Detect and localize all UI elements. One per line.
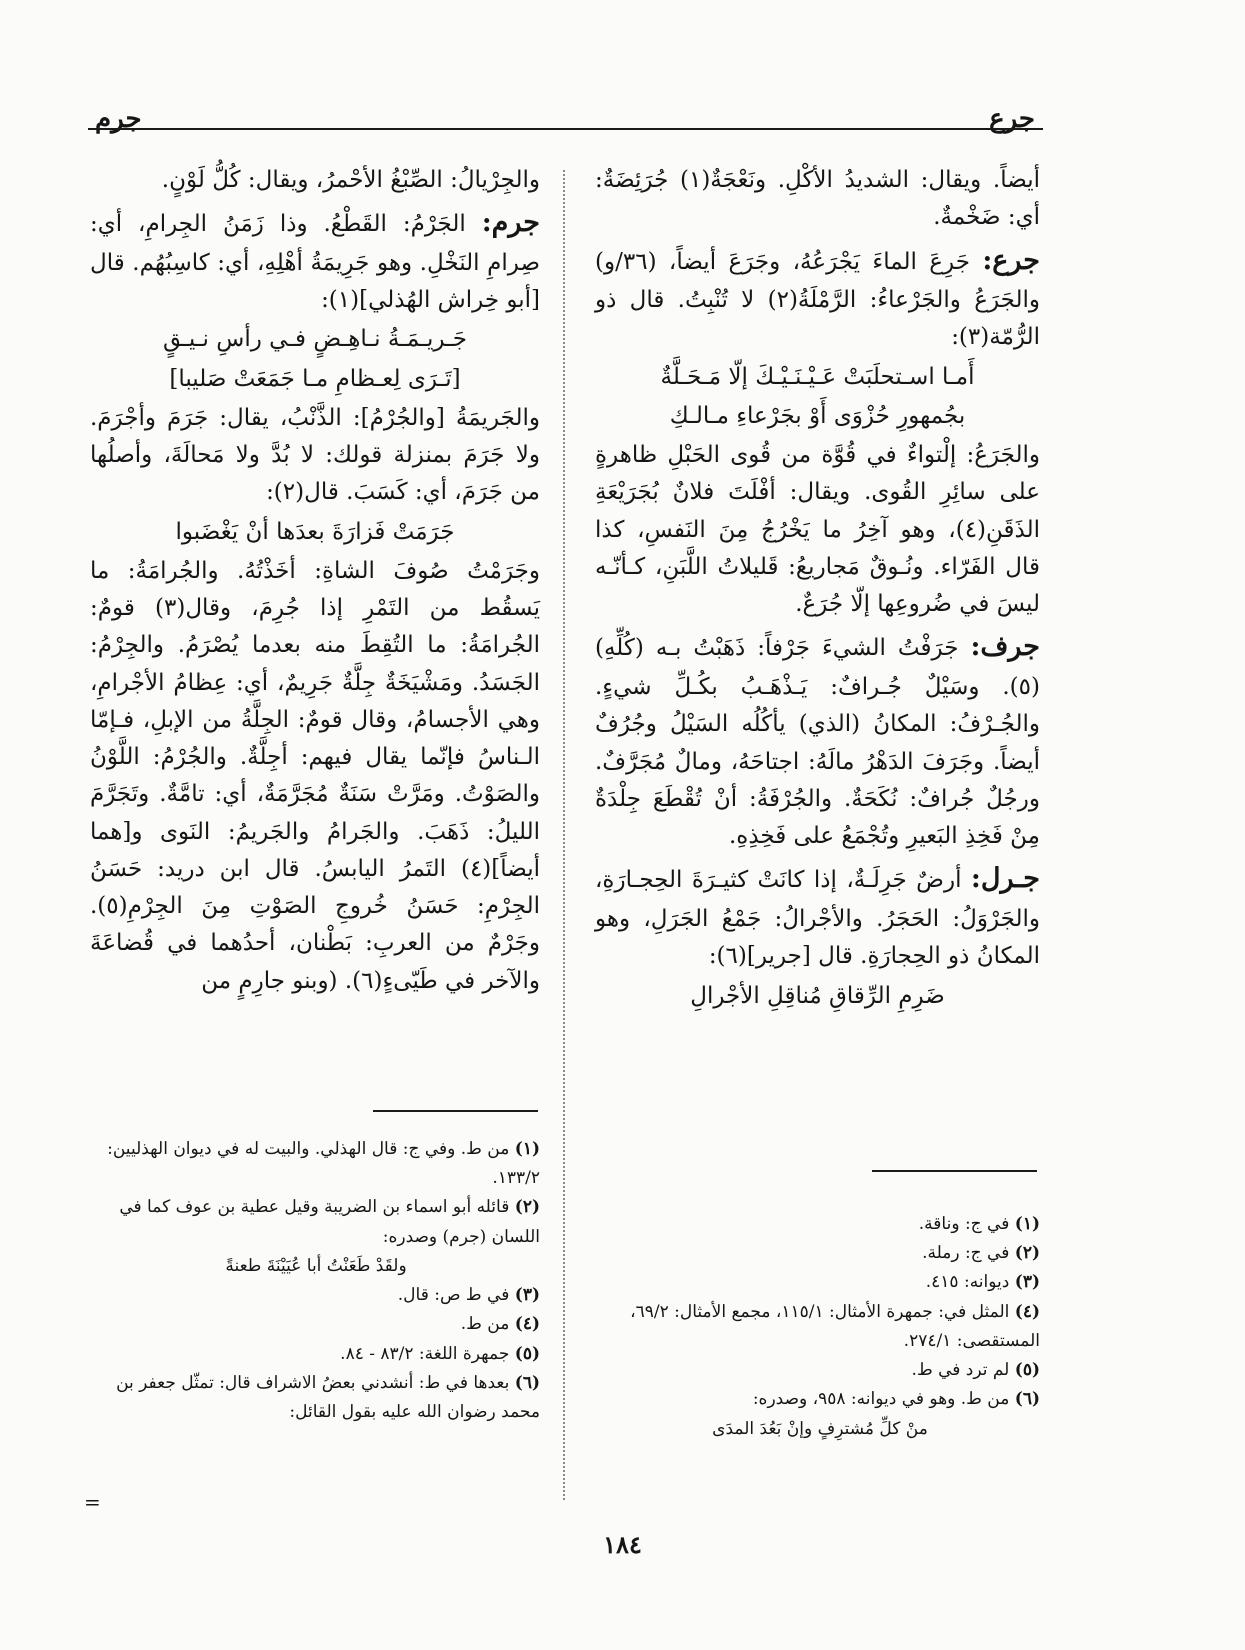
footnote — [92, 1281, 540, 1310]
footnote — [92, 1310, 540, 1339]
entry-paragraph — [595, 239, 1040, 357]
footnote-rule-right — [872, 1170, 1037, 1172]
verse-line: أَمـا اسـتحلَبَتْ عَـيْـنَـيْـكَ إلّا مَـحَـلَّةٌ — [660, 363, 975, 390]
footnote-number: (٤) — [514, 1314, 540, 1335]
footnote — [600, 1356, 1040, 1385]
verse-line: جَـريـمَـةُ نـاهِـضٍ فـي رأسِ نـيـقٍ — [162, 326, 468, 353]
entry-headword: جرم: — [481, 207, 540, 239]
footnote — [600, 1385, 1040, 1414]
right-column — [595, 162, 1040, 1017]
footnote-number: (٥) — [514, 1343, 540, 1364]
footnote-text: من ط. وهو في ديوانه: ٩٥٨، وصدره: — [752, 1389, 1010, 1410]
text-paragraph: والجِرْيالُ: الصِّبْغُ الأحْمرُ، ويقال: كُلُّ لَوْنٍ. — [161, 167, 540, 193]
page-number: ١٨٤ — [603, 1530, 642, 1559]
footnote-text: ديوانه: ٤١٥. — [925, 1272, 1010, 1293]
footnote — [600, 1268, 1040, 1297]
footnote-verse: ولقَدْ طَعَنْتُ أبا عُيَيْنَةَ طعنةً — [225, 1255, 407, 1276]
footnote-number: (٣) — [1014, 1272, 1040, 1293]
footnote-number: (٥) — [1014, 1360, 1040, 1381]
text-paragraph: أيضاً. ويقال: الشديدُ الأكْلِ. ونَعْجَةٌ(١) جُرَئِضَةٌ: أي: ضَخْمةٌ. — [595, 167, 1040, 231]
footnote-verse: منْ كلِّ مُشترِفٍ وإنْ بَعُدَ المدَى — [712, 1418, 928, 1439]
footnote-text: في ط ص: قال. — [397, 1285, 510, 1306]
footnote-number: (٤) — [1014, 1301, 1040, 1322]
footnote-text: المثل في: جمهرة الأمثال: ١١٥/١، مجمع الأمثال: ٦٩/٢، المستقصى: ٢٧٤/١. — [630, 1301, 1040, 1351]
text-paragraph: والجَرَعُ: إلْتواءٌ في قُوَّة من قُوى الحَبْلِ ظاهرةٍ على سائِرِ القُوى. ويقال: أفْلَتَ فلانٌ بُجَرَيْعَةِ الذَقَنِ(٤)، وهو آخِرُ ما يَخْرُجُ مِنَ النَفسِ، كذا قال الفَرّاء. ونُـوقٌ مَجاريعُ: قَليلاتُ اللَّبَنِ، كـأنّـه ليسَ في ضُروعِها إلّا جُرَعٌ. — [595, 442, 1040, 618]
footnote-text: من ط. — [460, 1314, 510, 1335]
footnote-number: (١) — [514, 1139, 540, 1159]
text-paragraph: وجَرَمْتُ صُوفَ الشاةِ: أخَذْتُهُ. والجُرامَةُ: ما يَسقُط من التَمْرِ إذا جُرِمَ، وقال(٣) قومٌ: الجُرامَةُ: ما التُقِطَ منه بعدما يُصْرَمُ. والجِرْمُ: الجَسَدُ. ومَشْيَخَةٌ جِلَّةٌ جَرِيمٌ، أي: عِظامُ الأجْرامِ، وهي الأجسامُ، وقال قومٌ: الجِلَّةُ من الإبلِ، فـإمّا الـناسُ فإنّما يقال فيهم: أجِلَّةٌ. والجُرْمُ: اللَّوْنُ والصَوْتُ. ومَرَّتْ سَنَةٌ مُجَرَّمَةٌ، أي: تامَّةٌ. وتَجَرَّمَ الليلُ: ذَهَبَ. والجَرامُ والجَريمُ: النَوى و[هما أيضاً](٤) التَمرُ اليابسُ. قال ابن دريد: حَسَنُ الجِرْمِ: حَسَنُ خُروجِ الصَوْتِ مِنَ الجِرْمِ(٥). وجَرْمٌ من العربِ: بَطْنان، أحدُهما في قُضاعَةَ والآخر في طَيّىءٍ(٦). (وبنو جارِمٍ من — [90, 557, 540, 994]
entry-paragraph — [595, 625, 1040, 855]
verse-line: جَرَمَتْ فَزارَةَ بعدَها أنْ يَغْضَبوا — [175, 518, 455, 545]
footnote-text: في ج: وناقة. — [918, 1214, 1010, 1234]
footnote-text: قائله أبو اسماء بن الضريبة وقيل عطية بن عوف كما في اللسان (جرم) وصدره: — [119, 1197, 540, 1247]
header-rule — [88, 128, 1043, 130]
running-head-right: جرع — [989, 104, 1035, 134]
footnote — [92, 1193, 540, 1251]
footnote — [92, 1135, 540, 1193]
footnote-number: (٢) — [514, 1197, 540, 1218]
footnote — [92, 1340, 540, 1369]
running-head-left: جرم — [95, 104, 142, 134]
continuation-mark: = — [84, 1490, 101, 1514]
footnote — [600, 1298, 1040, 1356]
footnote-number: (٦) — [514, 1372, 540, 1393]
left-column — [90, 162, 540, 1002]
column-divider — [563, 170, 565, 1500]
footnote-text: جمهرة اللغة: ٨٣/٢ - ٨٤. — [340, 1343, 510, 1364]
footnote-number: (٣) — [514, 1285, 540, 1306]
entry-text: أرضٌ جَرِلَـةٌ، إذا كانَتْ كثيـرَةَ الحِجـارَةِ، والجَرْوَلُ: الحَجَرُ. والأجْرالُ: جَمْعُ الجَرَلِ، وهو المكانُ ذو الحِجارَةِ. قال [جرير](٦): — [595, 867, 1040, 970]
text-paragraph: والجَريمَةُ [والجُرْمُ]: الذَّنْبُ، يقال: جَرَمَ وأجْرَمَ. ولا جَرَمَ بمنزلة قولك: لا بُدَّ ولا مَحالَةَ، وأصلُها من جَرَمَ، أي: كَسَبَ. قال(٢): — [90, 404, 540, 506]
entry-text: الجَرْمُ: القَطْعُ. وذا زَمَنُ الجِرامِ، أي: صِرامِ النَخْلِ. وهو جَرِيمَةُ أهْلِهِ، أي: كاسِبُهُم. قال [أبو خِراش الهُذلي](١): — [90, 211, 540, 314]
entry-text: جَرِعَ الماءَ يَجْرَعُهُ، وجَرَعَ أيضاً، (٣٦/و) والجَرَعُ والجَرْعاءُ: الرَّمْلَةُ(٢) لا تُنْبِتُ. قال ذو الرُّمّة(٣): — [595, 248, 1040, 351]
footnote-rule-left — [373, 1110, 538, 1112]
footnote — [92, 1369, 540, 1427]
entry-headword: جـرل: — [970, 863, 1040, 895]
footnote-number: (٢) — [1014, 1243, 1040, 1264]
footnote — [600, 1239, 1040, 1268]
footnote-text: لم ترد في ط. — [911, 1360, 1010, 1381]
footnote-number: (٦) — [1014, 1389, 1040, 1410]
footnote-text: في ج: رملة. — [922, 1243, 1010, 1264]
entry-paragraph — [90, 201, 540, 319]
entry-text: جَرَفْتُ الشيءَ جَرْفاً: ذَهَبْتُ بـه (كُلِّهِ)(٥). وسَيْلٌ جُـرافٌ: يَـذْهَـبُ بكُـلِّ شيءٍ. والجُـرْفُ: المكانُ (الذي) يأكُلُه السَيْلُ وجُرُفٌ أيضاً. وجَرَفَ الدَهْرُ مالَهُ: اجتاحَهُ، ومالٌ مُجَرَّفٌ. ورجُلٌ جُرافٌ: نُكَحَةٌ. والجُرْفَةُ: أنْ تُقْطَعَ جِلْدَةٌ مِنْ فَخِذِ البَعيرِ وتُجْمَعُ على فَخِذِهِ. — [595, 635, 1040, 850]
entry-headword: جرف: — [970, 631, 1040, 663]
footnote-text: من ط. وفي ج: قال الهذلي. والبيت له في ديوان الهذليين: ١٣٣/٢. — [107, 1139, 540, 1189]
footnotes-right — [600, 1210, 1040, 1444]
verse-line: [تَـرَى لِعـظامِ مـا جَمَعَتْ صَليبا] — [169, 365, 461, 392]
entry-paragraph — [595, 857, 1040, 975]
verse-line: بجُمهورِ حُزْوَى أَوْ بجَرْعاءِ مـالـكِ — [669, 402, 966, 429]
footnotes-left — [92, 1135, 540, 1427]
entry-headword: جرع: — [982, 244, 1040, 276]
verse-line: ضَرِمِ الرِّقاقِ مُناقِلِ الأجْرالِ — [690, 982, 945, 1009]
footnote — [600, 1210, 1040, 1239]
footnote-text: بعدها في ط: أنشدني بعضُ الاشراف قال: تمثّل جعفر بن محمد رضوان الله عليه بقول القائل: — [116, 1372, 540, 1423]
footnote-number: (١) — [1014, 1214, 1040, 1234]
